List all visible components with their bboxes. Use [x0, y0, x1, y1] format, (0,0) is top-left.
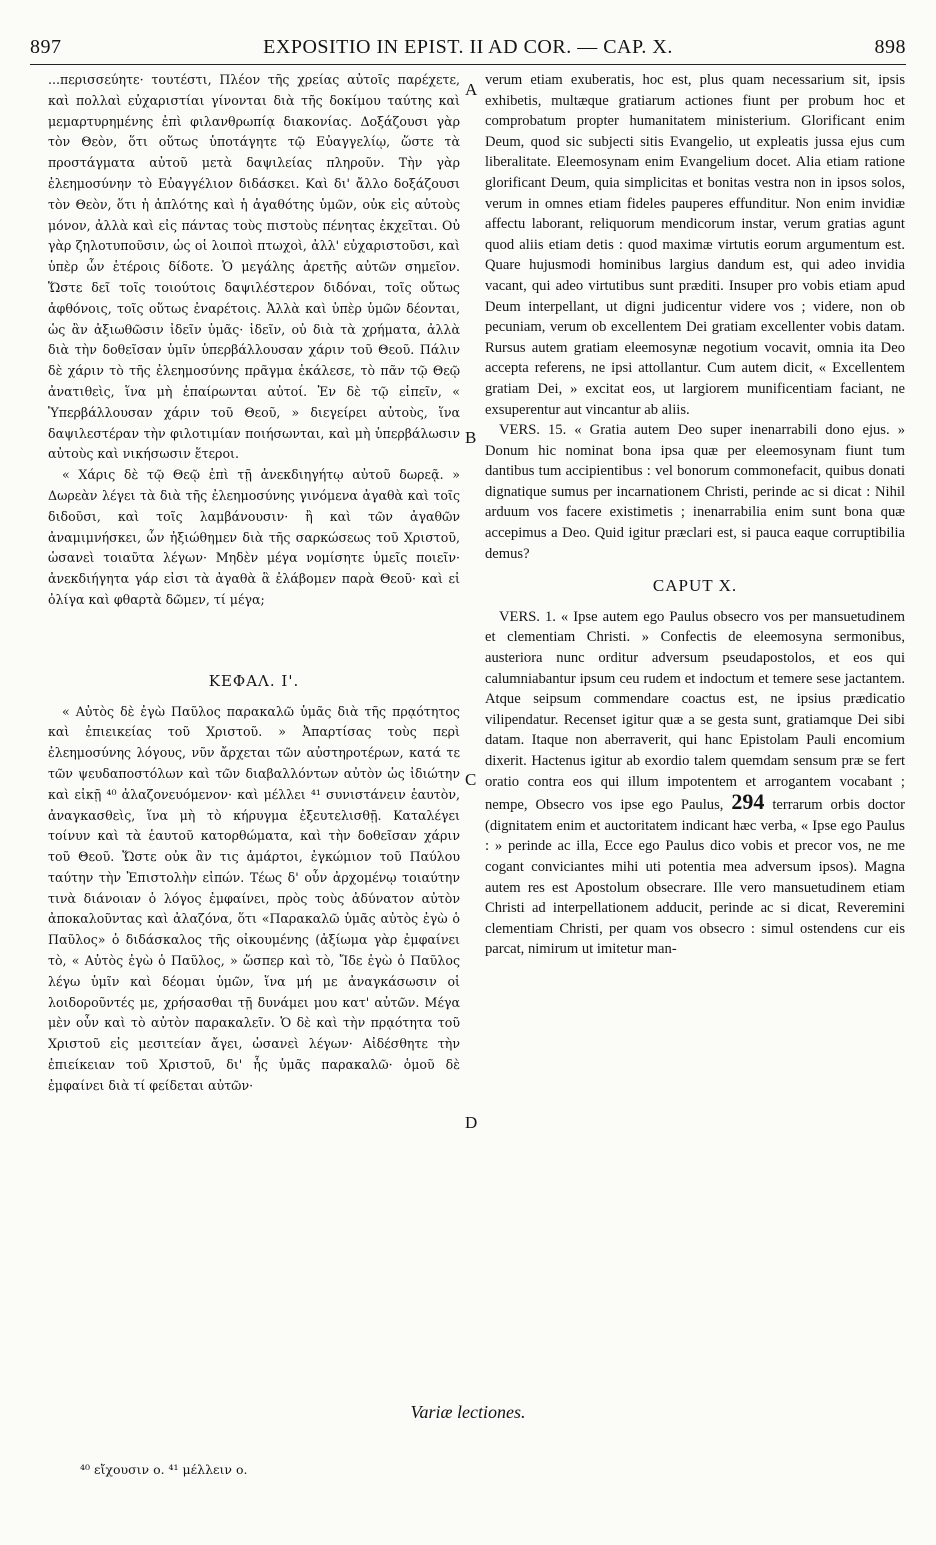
latin-paragraph-3	[485, 607, 905, 960]
greek-paragraph-2: « Χάρις δὲ τῷ Θεῷ ἐπὶ τῇ ἀνεκδιηγήτῳ αὐτοῦ δωρεᾷ. » Δωρεὰν λέγει τὰ διὰ τῆς ἐλεημοσύνης γινόμενα ἀγαθὰ καὶ τοῖς διδοῦσι, καὶ τοῖς λαμβάνουσιν· ἢ καὶ τῶν ἀγαθῶν ἀναμιμνήσκει, ὧν ἠξιώθημεν διὰ τῆς σαρκώσεως τοῦ Χριστοῦ, ὡσανεὶ τοιαῦτα λέγων· Μηδὲν μέγα νομίσητε ὑμεῖς ποιεῖν· ἀνεκδιήγητα γάρ εἰσι τὰ ἀγαθὰ ἃ ἐλάβομεν παρὰ Θεοῦ· καὶ εἰ ὀλίγα καὶ φθαρτὰ δῶμεν, τί μέγα;	[48, 467, 460, 607]
margin-letter-b: B	[465, 428, 477, 447]
variant-readings-note: ⁴⁰ εἴχουσιν ο. ⁴¹ μέλλειν ο.	[80, 1462, 248, 1477]
latin-column	[485, 70, 905, 960]
page-number-left: 897	[30, 36, 62, 58]
greek-column	[48, 70, 460, 1097]
greek-chapter-heading: ΚΕΦΑΛ. Ι'.	[208, 671, 300, 690]
page-number-right: 898	[874, 36, 906, 58]
running-title: EXPOSITIO IN EPIST. II AD COR. — CAP. X.	[263, 36, 673, 58]
page-header	[30, 30, 906, 65]
variant-readings-title: Variæ lectiones.	[410, 1402, 526, 1422]
latin-paragraph-3-start: VERS. 1. « Ipse autem ego Paulus obsecro vos per mansuetudinem et clementiam Christi. » Confectis de eleemosyna sermonibus, austeriora nunc orditur adversum pseudapostolos, et eos qui calumniabantur ipsum ceu rudem et indoctum et temere sese jactantem. Atque seipsum commendare coactus est, ne ipsius prædicatio vilipendatur. Recenset igitur quæ a se gesta sunt, gratiamque Dei sibi datam. Itaque non aberraverit, qui hanc Epistolam Pauli encomium dixerit. Hactenus igitur ab exordio talem quemdam sensum præ se fert oratio contra eos qui illum impotentem et arrogantem vocabant ; nempe, Obsecro vos ipse ego Paulus,	[485, 608, 905, 814]
column-number-marker: 294	[731, 789, 765, 815]
latin-paragraph-3-end: terrarum orbis doctor (dignitatem enim et auctoritatem indicant hæc verba, « Ipse ego Paulus : » perinde ac illa, Ecce ego Paulus dico vobis et precor vos, ne me cogant conviciantes mihi uti potentia mea adversum ipsos). Magna autem res est Apostolum obsecrare. Ille vero mansuetudinem etiam Christi ad interpellationem adducit, perinde ac si dicat, Reveremini clementiam Christi, per quam vos obsecro : simul ostendens cur eis parcat, nimirum ut imitetur man-	[485, 797, 905, 958]
margin-letter-c: C	[465, 770, 477, 789]
greek-paragraph-1: ...περισσεύητε· τουτέστι, Πλέον τῆς χρείας αὐτοῖς παρέχετε, καὶ πολλαὶ εὐχαριστίαι γίνονται διὰ τῆς δοκίμου ταύτης καὶ μεμαρτυρημένης ἐπὶ φιλανθρωπίᾳ διακονίας. Δοξάζουσι γὰρ τὸν Θεὸν, ὅτι οὕτως ὑποτάγητε τῷ Εὐαγγελίῳ, ὥστε τὰ προστάγματα αὐτοῦ μετὰ δαψιλείας πληροῦν. Τὴν γὰρ ἐλεημοσύνην τὸ Εὐαγγέλιον διδάσκει. Καὶ δι' ἄλλο δοξάζουσι τὸν Θεὸν, ὅτι ἡ ἁπλότης καὶ ἡ ἀγαθότης ὑμῶν, οὐκ εἰς αὐτοὺς μόνον, ἀλλὰ καὶ εἰς πάντας τοὺς πιστοὺς πένητας ἐκχεῖται. Οὐ γὰρ ζηλοτυποῦσιν, ὡς οἱ λοιποὶ πτωχοὶ, ἀλλ' εὐχαριστοῦσι, καὶ ὑπὲρ ὧν ἑτέροις δίδοτε. Ὁ μεγάλης ἀρετῆς αὐτῶν σημεῖον. Ὥστε δεῖ τοῖς τοιούτοις δαψιλέστερον διδόναι, τοῖς οὕτως ἀφθόνοις, τοῖς οὕτως ἐναρέτοις. Ἀλλὰ καὶ ὑπὲρ ὑμῶν δέονται, ὡς ἂν ἀξιωθῶσιν ἰδεῖν ὑμᾶς· ἰδεῖν, οὐ διὰ τὰ χρήματα, ἀλλὰ διὰ τὴν δοθεῖσαν ὑμῖν ὑπερβάλλουσαν χάριν τοῦ Θεοῦ. Πάλιν δὲ χάριν τὸ τῆς ἐλεημοσύνης πρᾶγμα ἐκάλεσε, τὸ πᾶν τῷ Θεῷ ἀνατιθεὶς, ἵνα μὴ ἐπαίρωνται αὐτοί. Ἐν δὲ τῷ εἰπεῖν, « Ὑπερβάλλουσαν χάριν τοῦ Θεοῦ, » διεγείρει αὐτοὺς, ἵνα δαψιλεστέραν τὴν φιλοτιμίαν ποιήσωνται, καὶ μὴ ὑπερβάλωσιν αὐτοὺς καὶ νικήσωσιν ἕτεροι.	[48, 72, 460, 462]
margin-letter-d: D	[465, 1113, 478, 1132]
latin-paragraph-1: verum etiam exuberatis, hoc est, plus quam necessarium sit, ipsis exhibetis, multæque gratiarum actiones fiunt per probum hoc et comprobatum propter humanitatem ministerium. Glorificant enim Deum, quod sic subjecti sitis Evangelio, ut expleatis jussa ejus cum liberalitate. Eleemosynam enim Evangelium docet. Alia etiam ratione glorificant Deum, quia simplicitas et bonitas vestra non in ipsos solos, verum in omnes etiam fideles pauperes effunditur. Non enim invidiæ affectu laborant, reliquorum mendicorum instar, verum gratias agunt quod aliis etiam detis : quod maximæ virtutis eorum argumentum est. Quare hujusmodi hominibus largius dandum est, qui adeo invidia vacant, qui adeo virtutibus sunt præditi. Insuper pro vobis etiam apud Deum interpellant, ut digni judicentur videre vos ; videre, non ob pecuniam, verum ob excellentem Dei gratiam excellenter vobis datam. Rursus autem gratiam eleemosynæ negotium vocavit, omnia ita Deo accepta referens, ne ipsi attollantur. Cum autem dicit, « Excellentem gratiam Dei, » excitat eos, ut largiorem munificentiam faciant, ne exsuperentur aut vincantur ab aliis.	[485, 72, 905, 418]
margin-letter-a: A	[465, 80, 478, 99]
latin-chapter-heading: CAPUT X.	[652, 576, 738, 596]
greek-paragraph-3: « Αὐτὸς δὲ ἐγὼ Παῦλος παρακαλῶ ὑμᾶς διὰ τῆς πρᾳότητος καὶ ἐπιεικείας τοῦ Χριστοῦ. » Ἀπαρτίσας τοὺς περὶ ἐλεημοσύνης λόγους, νῦν ἄρχεται τῶν αὐστηροτέρων, κατά τε τῶν ψευδαποστόλων καὶ τῶν διαβαλλόντων αὐτὸν ὡς ἰδιώτην καὶ εἰκῇ ⁴⁰ ἀλαζονευόμενον· καὶ μέλλει ⁴¹ συνιστάνειν ἑαυτὸν, ἀναγκασθεὶς, ἵνα μὴ τὸ κήρυγμα ἐξευτελισθῇ. Καταλέγει τοίνυν καὶ τὰ ἑαυτοῦ κατορθώματα, καὶ τὴν δοθεῖσαν χάριν τοῦ Θεοῦ. Ὥστε οὐκ ἂν τις ἁμάρτοι, ἐγκώμιον τοῦ Παύλου ταύτην τὴν Ἐπιστολὴν εἰπών. Τέως δ' οὖν ἀρχομένῳ τοιαύτην τινὰ διάνοιαν ὁ λόγος ἐμφαίνει, πρὸς τοὺς ἀδύνατον αὐτὸν ἀποκαλοῦντας καὶ ἀλαζόνα, ὅτι «Παρακαλῶ ὑμᾶς αὐτὸς ἐγὼ ὁ Παῦλος» ὁ διδάσκαλος τῆς οἰκουμένης (ἀξίωμα γὰρ ἐμφαίνει τὸ, « Αὐτὸς ἐγὼ ὁ Παῦλος, » ὥσπερ καὶ τὸ, Ἴδε ἐγὼ ὁ Παῦλος λέγω ὑμῖν καὶ δέομαι ὑμῶν, ἵνα μή με ἀναγκάσωσιν οἱ λοιδοροῦντές με, χρήσασθαι τῇ δυνάμει μου κατ' αὐτῶν. Μέγα μὲν οὖν καὶ τὸ αὐτὸν παρακαλεῖν. Ὁ δὲ καὶ τὴν πρᾳότητα τοῦ Χριστοῦ εἰς μεσιτείαν ἄγει, ὡσανεὶ λέγων· Αἰδέσθητε τὴν ἐπιείκειαν τοῦ Χριστοῦ, δι' ἧς ὑμᾶς παρακαλῶ· ὁμοῦ δὲ ἐμφαίνει διὰ τί φείδεται αὐτῶν·	[48, 703, 460, 1093]
latin-paragraph-2: VERS. 15. « Gratia autem Deo super inenarrabili dono ejus. » Donum hic nominat bona ipsa quæ per eleemosynam fiunt tum dantibus tum accipientibus : vel bonorum commonefacit, quibus donati dignatique sumus per incarnationem Christi, perinde ac si dicat : Nihil arduum vos facere existimetis ; inenarrabilia enim sunt bona quæ accepimus a Deo. Quid igitur præclari est, si pauca eaque corruptibilia demus?	[485, 422, 905, 562]
